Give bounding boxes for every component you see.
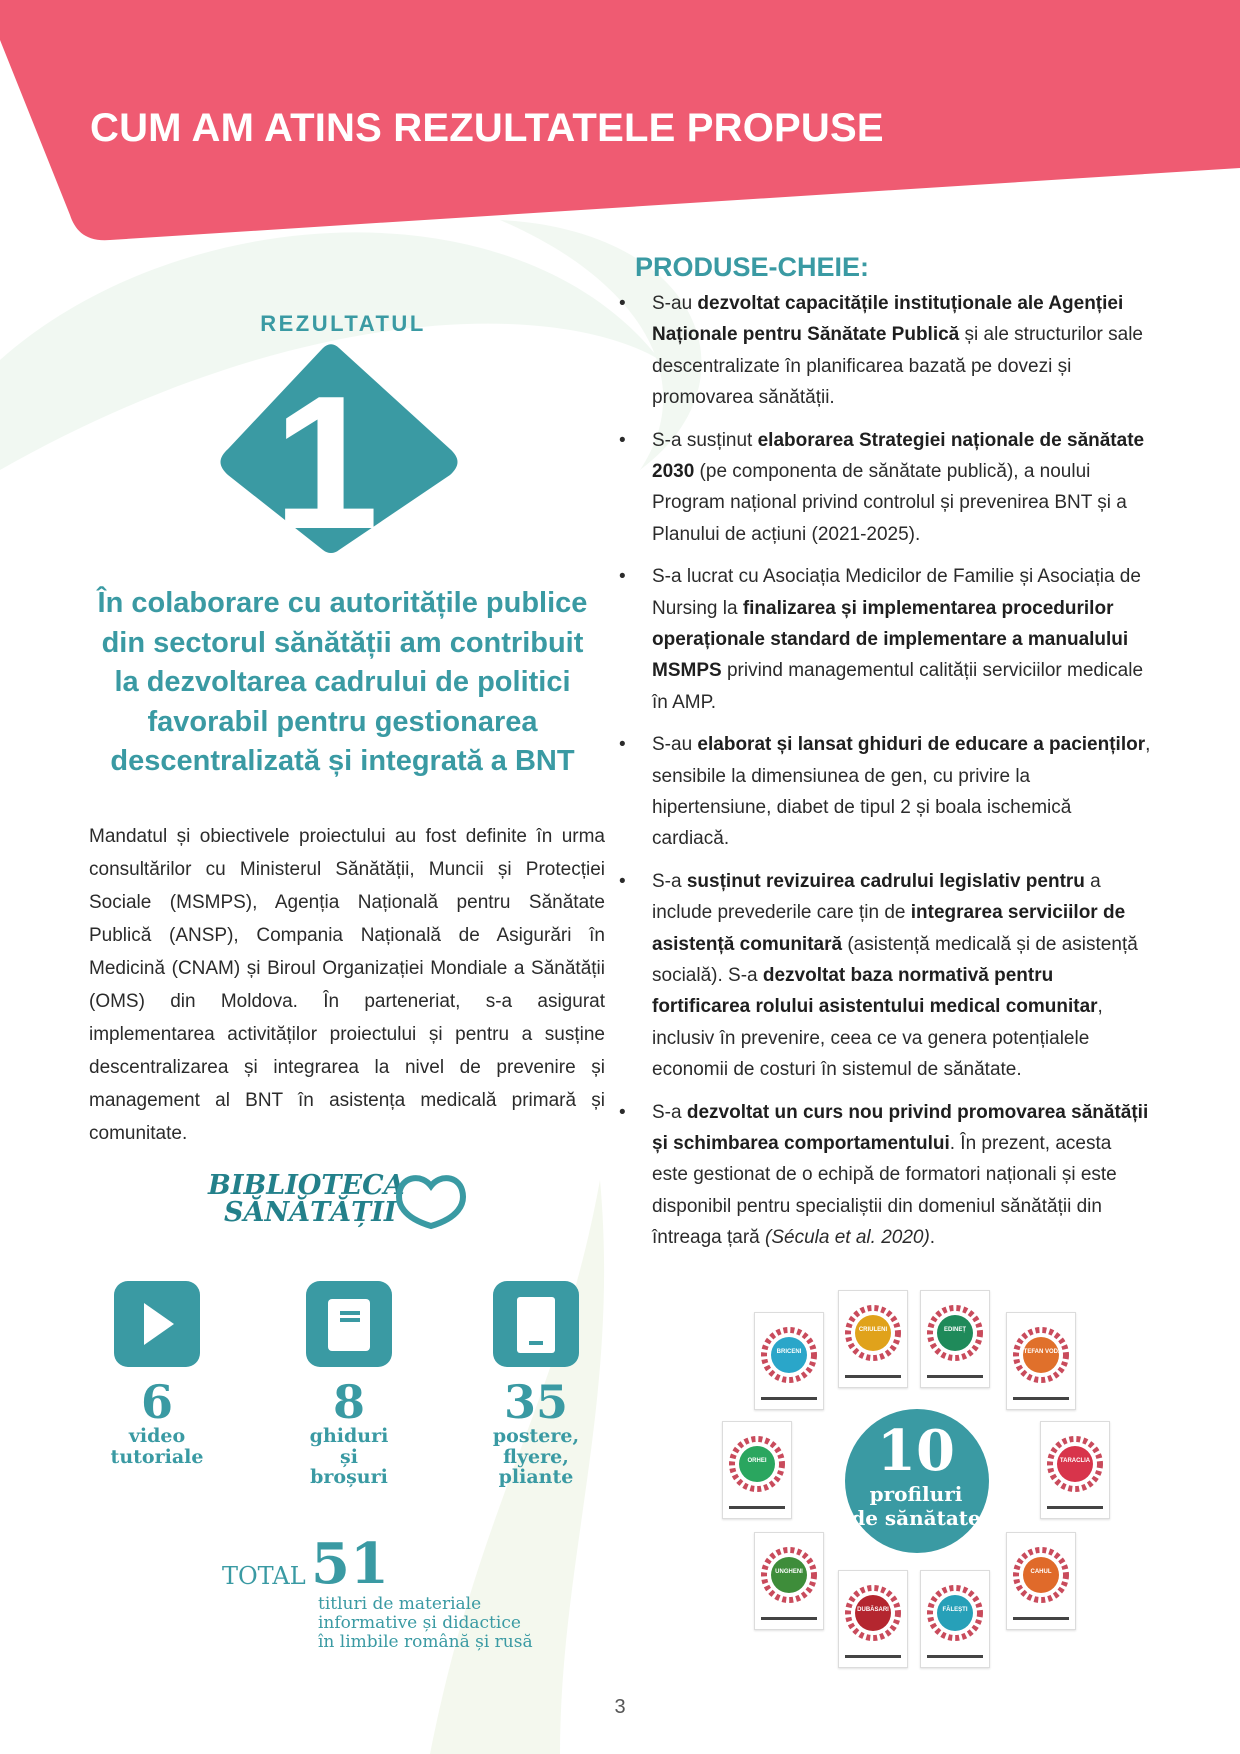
bullet-dot: • xyxy=(619,293,626,314)
profile-cover-title: CAHUL xyxy=(1030,1569,1052,1575)
page-number: 3 xyxy=(614,1696,626,1718)
stat-guides-number: 8 xyxy=(332,1375,365,1429)
product-item xyxy=(619,1097,1152,1253)
total-word: TOTAL xyxy=(222,1562,306,1590)
library-logo xyxy=(208,1168,468,1232)
poster-icon xyxy=(493,1281,579,1367)
profile-cover xyxy=(838,1570,908,1668)
bullet-dot: • xyxy=(619,566,626,588)
product-item-text: (Sécula et al. 2020) xyxy=(765,1226,930,1248)
product-item-text: privind managementul calității serviciilor medicale în AMP. xyxy=(652,660,1144,713)
product-item-text: a include prevederile care țin de xyxy=(652,871,1101,924)
profile-cover xyxy=(754,1312,824,1410)
profile-cover-title: CRIULENI xyxy=(858,1327,888,1333)
stat-videos-label: video tutoriale xyxy=(110,1425,204,1468)
product-item-text: . În prezent, acesta este gestionat de o echipă de formatori naționali și este disponibil pentru specialiștii din domeniul sănătății din întreaga țară xyxy=(652,1132,1117,1248)
product-item-text: integrarea serviciilor de asistență comunitară xyxy=(652,902,1126,955)
posters-tile xyxy=(493,1281,579,1367)
profile-cover-title: ȘTEFAN VODĂ xyxy=(1019,1349,1063,1355)
product-item-text: , sensibile la dimensiunea de gen, cu privire la hipertensiune, diabet de tipul 2 și boala ischemică cardiacă. xyxy=(652,734,1151,850)
profile-cover-title: TARACLIA xyxy=(1059,1458,1091,1464)
profile-cover-title: ORHEI xyxy=(747,1458,767,1464)
result-number-badge xyxy=(210,340,468,558)
profile-cover xyxy=(1006,1532,1076,1630)
product-item-text: , inclusiv în prevenire, ceea ce va genera potențialele economii de costuri în sistemul de sănătate. xyxy=(652,996,1103,1080)
profile-cover-title: BRICENI xyxy=(776,1349,802,1355)
library-name-line2: SĂNĂTĂȚII xyxy=(224,1197,397,1228)
profiles-label: profiluri de sănătate xyxy=(851,1482,981,1530)
product-item-text: elaborarea Strategiei naționale de sănătate 2030 xyxy=(652,429,1145,482)
profile-cover xyxy=(1006,1312,1076,1410)
video-tile xyxy=(114,1281,200,1367)
profile-cover xyxy=(1040,1421,1110,1519)
product-item-text: elaborat și lansat ghiduri de educare a pacienților xyxy=(697,734,1146,756)
profile-cover xyxy=(722,1421,792,1519)
profile-cover-title: FĂLEȘTI xyxy=(942,1607,968,1613)
product-item-text: și ale structurilor sale descentralizate în planificarea bazată pe dovezi și promovarea sănătății. xyxy=(652,324,1143,408)
lead-statement: În colaborare cu autoritățile publice din sectorul sănătății am contribuit la dezvoltarea cadrului de politici favorabil pentru gestionarea descentralizată și integrată a BNT xyxy=(97,587,588,777)
product-item-text: dezvoltat capacitățile instituționale ale Agenției Naționale pentru Sănătate Publică xyxy=(652,293,1124,346)
library-name-line1: BIBLIOTECA xyxy=(208,1170,405,1201)
profile-cover xyxy=(754,1532,824,1630)
product-item-text: S-a lucrat cu Asociația Medicilor de Familie și Asociația de Nursing la xyxy=(652,566,1141,619)
stat-videos-number: 6 xyxy=(140,1375,173,1429)
play-icon xyxy=(114,1281,200,1367)
product-item-text: S-au xyxy=(652,734,698,756)
bullet-dot: • xyxy=(619,734,626,756)
product-item-text: S-au xyxy=(652,293,698,314)
stat-guides-label: ghiduri și broșuri xyxy=(309,1425,389,1488)
profiles-number: 10 xyxy=(877,1418,955,1484)
product-item xyxy=(619,288,1152,413)
result-label: REZULTATUL xyxy=(260,311,426,336)
product-item-text: susținut revizuirea cadrului legislativ pentru xyxy=(686,871,1085,893)
profile-cover-title: DUBĂSARI xyxy=(857,1607,889,1613)
product-item-text: S-a xyxy=(652,1101,687,1123)
profile-cover xyxy=(920,1570,990,1668)
guides-tile xyxy=(306,1281,392,1367)
product-item-text: (pe componenta de sănătate publică), a noului Program național privind controlul și prevenirea BNT și a Planului de acțiuni (2021-2025). xyxy=(652,460,1127,545)
product-item-text: dezvoltat baza normativă pentru fortificarea rolului asistentului medical comunitar xyxy=(652,964,1098,1018)
product-item xyxy=(619,729,1152,854)
product-item-text: S-a xyxy=(652,871,687,893)
total-number: 51 xyxy=(311,1531,389,1597)
svg-text:1: 1 xyxy=(273,357,379,558)
bullet-dot: • xyxy=(619,429,626,451)
product-item-text: finalizarea și implementarea procedurilor operaționale standard de implementare a manualului MSMPS xyxy=(652,597,1129,682)
bullet-dot: • xyxy=(619,1101,626,1123)
product-item-text: . xyxy=(929,1226,936,1248)
book-icon xyxy=(306,1281,392,1367)
profile-cover xyxy=(838,1290,908,1388)
product-item xyxy=(619,561,1152,717)
stat-posters-number: 35 xyxy=(503,1375,568,1429)
total-note: titluri de materiale informative și didactice în limbile română și rusă xyxy=(318,1594,533,1652)
products-list xyxy=(619,288,1152,1265)
product-item xyxy=(619,425,1152,550)
profile-cover xyxy=(920,1290,990,1388)
product-item xyxy=(619,866,1152,1085)
products-title: PRODUSE-CHEIE: xyxy=(635,252,870,282)
product-item-text: (asistență medicală și de asistență socială). S-a xyxy=(652,933,1138,986)
moldova-map-heart-icon xyxy=(394,1168,468,1232)
bullet-dot: • xyxy=(619,871,626,893)
page-title: CUM AM ATINS REZULTATELE PROPUSE xyxy=(90,106,884,150)
stat-posters-label: postere, flyere, pliante xyxy=(492,1425,580,1488)
profile-cover-title: EDINEȚ xyxy=(943,1327,966,1333)
product-item-text: dezvoltat un curs nou privind promovarea sănătății și schimbarea comportamentului xyxy=(652,1101,1149,1154)
body-paragraph: Mandatul și obiectivele proiectului au fost definite în urma consultărilor cu Ministerul Sănătății, Muncii și Protecției Sociale (MSMPS), Agenția Națională pentru Sănătate Publică (ANSP), Compania Națională de Asigurări în Medicină (CNAM) și Biroul Organizației Mondiale a Sănătății (OMS) din Moldova. În parteneriat, s-a asigurat implementarea activităților proiectului și pentru a susține descentralizarea și integrarea la nivel de prevenire și management al BNT în asistența medicală primară și comunitate. xyxy=(89,826,605,1144)
profile-cover-title: UNGHENI xyxy=(775,1569,803,1575)
product-item-text: S-a susținut xyxy=(652,429,758,451)
